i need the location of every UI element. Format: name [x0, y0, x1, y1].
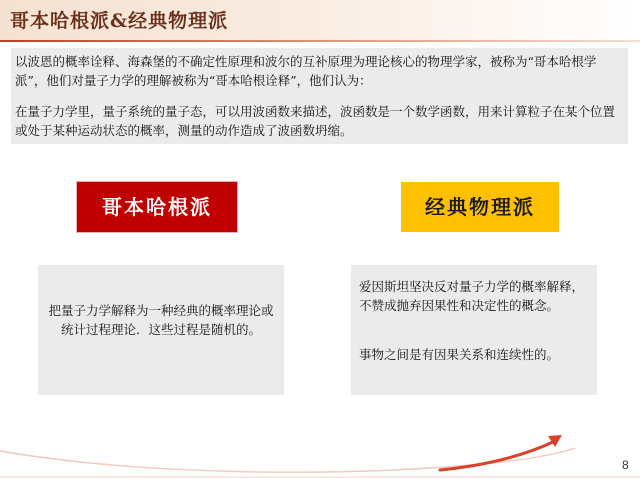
copenhagen-description-panel — [38, 265, 284, 395]
classical-description-panel — [351, 265, 597, 395]
footer-arrow-head-icon — [548, 435, 562, 447]
copenhagen-description: 把量子力学解释为一种经典的概率理论或统计过程理论．这些过程是随机的。 — [48, 303, 274, 337]
footer-curve-light — [0, 448, 575, 472]
intro-paragraph-1: 以波恩的概率诠释、海森堡的不确定性原理和波尔的互补原理为理论核心的物理学家，被称为“哥本哈根学派”，他们对量子力学的理解被称为“哥本哈根诠释”，他们认为： — [15, 54, 597, 88]
classical-description-1: 爱因斯坦坚决反对量子力学的概率解释，不赞成抛弃因果性和决定性的概念。 — [359, 279, 585, 313]
intro-panel — [11, 48, 628, 144]
page-number: 8 — [622, 458, 629, 472]
page-title: 哥本哈根派&经典物理派 — [10, 10, 229, 32]
title-divider — [0, 40, 640, 42]
copenhagen-school-label: 哥本哈根派 — [76, 181, 238, 233]
intro-paragraph-2: 在量子力学里，量子系统的量子态，可以用波函数来描述，波函数是一个数学函数，用来计算粒子在某个位置或处于某种运动状态的概率，测量的动作造成了波函数坍缩。 — [15, 104, 616, 138]
classical-description-2: 事物之间是有因果关系和连续性的。 — [359, 347, 560, 362]
classical-school-label: 经典物理派 — [401, 182, 559, 232]
title-bar — [0, 0, 640, 40]
footer-decoration — [0, 415, 640, 479]
